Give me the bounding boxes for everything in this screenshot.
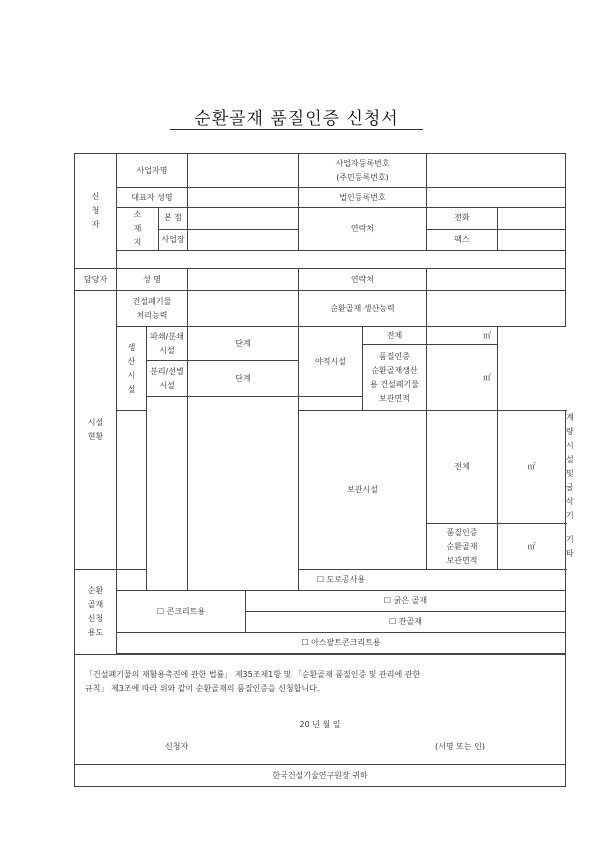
sorting-label: 분리/선별 시설 [147,361,188,397]
outdoor-storage-label: 야적시설 [299,327,363,397]
representative-name-field[interactable] [188,188,299,208]
phone-field[interactable] [498,208,566,230]
facilities-group-label: 시설 현황 [75,291,117,570]
usage-coarse-checkbox[interactable]: ☐ 굵은 골재 [246,591,566,612]
person-name-label: 성 명 [117,269,188,291]
waste-capacity-field[interactable] [188,291,299,327]
storage-total-unit[interactable]: ㎡ [498,411,566,524]
usage-asphalt-checkbox[interactable]: ☐ 아스팔트콘크리트용 [117,633,566,654]
fax-field[interactable] [498,229,566,251]
application-form-table: 신 청 자 사업자명 사업자등록번호 (주민등록번호) 대표자 성명 법인등록번호 소 재 지 본 점 연락처 전화 사업장 팩스 담당자 성 명 연락처 시설 현황 건설폐기물 처리능력 순환골재 생산능력 생 산 시 설 파쇄/분쇄 시설 단계 야적시설 전체 ㎡ 품질인증 순환골재생산 용 건설폐기물 보관면적 ㎡ 분리/선별 시설 단계 보관시설 전체 ㎡ 계량시설 및 굴삭기 품질인증 순환골재 보관면적 ㎡ 기타 순환 골재 신청 용도 ☐ 도로공사용 ☐ 콘크리트용 ☐ 굵은 골재 ☐ 잔골재 ☐ 아스팔트콘크리트용 「건설폐기물의 재활용촉진에 관한 법률」 제35조제1항 및 「순환골재 품질인증 및 관리에 관한 규칙」 제3조에 따라 위와 같이 순환골재의 품질인증을 신청합니다. 20 년 월 일 신청자 (서명 또는 인) 한국건설기술연구원장 귀하 [74,153,566,787]
contact-label: 연락처 [299,208,427,251]
outdoor-cert-area-label: 품질인증 순환골재생산 용 건설폐기물 보관면적 [363,345,427,411]
addressee: 한국건설기술연구원장 귀하 [75,765,566,787]
location-label: 소 재 지 [117,208,159,251]
person-in-charge-label: 담당자 [75,269,117,291]
worksite-field[interactable] [188,229,299,251]
form-title: 순환골재 품질인증 신청서 [194,109,399,129]
phone-label: 전화 [427,208,498,230]
applicant-sign-label: 신청자 [165,741,189,751]
applicant-spacer [117,251,566,269]
storage-total-label: 전체 [427,411,498,524]
declaration-block [75,655,566,765]
production-capacity-label: 순환골재 생산능력 [299,291,427,327]
production-blank [147,397,188,591]
sorting-stage-field[interactable]: 단계 [188,361,299,397]
business-name-label: 사업자명 [117,154,188,188]
crushing-label: 파쇄/분쇄 시설 [147,327,188,361]
storage-facility-label: 보관시설 [299,411,427,570]
business-reg-no-label: 사업자등록번호 (주민등록번호) [299,154,427,188]
head-office-label: 본 점 [159,208,188,230]
usage-concrete-checkbox[interactable]: ☐ 콘크리트용 [117,591,246,633]
outdoor-total-unit[interactable]: ㎡ [427,327,498,345]
crushing-stage-field[interactable]: 단계 [188,327,299,361]
worksite-label: 사업장 [159,229,188,251]
storage-label-spacer [117,411,147,570]
production-facility-label: 생 산 시 설 [117,327,147,411]
outdoor-total-label: 전체 [363,327,427,345]
applicant-group-label: 신 청 자 [75,154,117,269]
person-name-field[interactable] [188,269,299,291]
business-reg-no-field[interactable] [427,154,566,188]
outdoor-blank [299,397,363,411]
declaration-text-1: 「건설폐기물의 재활용촉진에 관한 법률」 제35조제1항 및 「순환골재 품질인증 및 관리에 관한 [85,669,421,679]
outdoor-cert-area-unit[interactable]: ㎡ [427,345,498,411]
representative-name-label: 대표자 성명 [117,188,188,208]
title-underline [170,129,423,130]
usage-fine-checkbox[interactable]: ☐ 잔골재 [246,612,566,633]
waste-capacity-label: 건설폐기물 처리능력 [117,291,188,327]
signature-field[interactable]: (서명 또는 인) [435,741,486,751]
person-contact-label: 연락처 [299,269,427,291]
fax-label: 팩스 [427,229,498,251]
corp-reg-no-field[interactable] [427,188,566,208]
application-date[interactable]: 20 년 월 일 [299,719,341,729]
usage-road-checkbox[interactable]: ☐ 도로공사용 [117,570,566,591]
head-office-field[interactable] [188,208,299,230]
corp-reg-no-label: 법인등록번호 [299,188,427,208]
usage-group-label: 순환 골재 신청 용도 [75,570,117,655]
production-capacity-field[interactable] [427,291,566,327]
person-contact-field[interactable] [427,269,566,291]
storage-cert-area-unit[interactable]: ㎡ [498,524,566,570]
declaration-text-2: 규칙」 제3조에 따라 위와 같이 순환골재의 품질인증을 신청합니다. [85,683,320,693]
business-name-field[interactable] [188,154,299,188]
production-blank-2 [188,397,299,591]
storage-cert-area-label: 품질인증 순환골재 보관면적 [427,524,498,570]
